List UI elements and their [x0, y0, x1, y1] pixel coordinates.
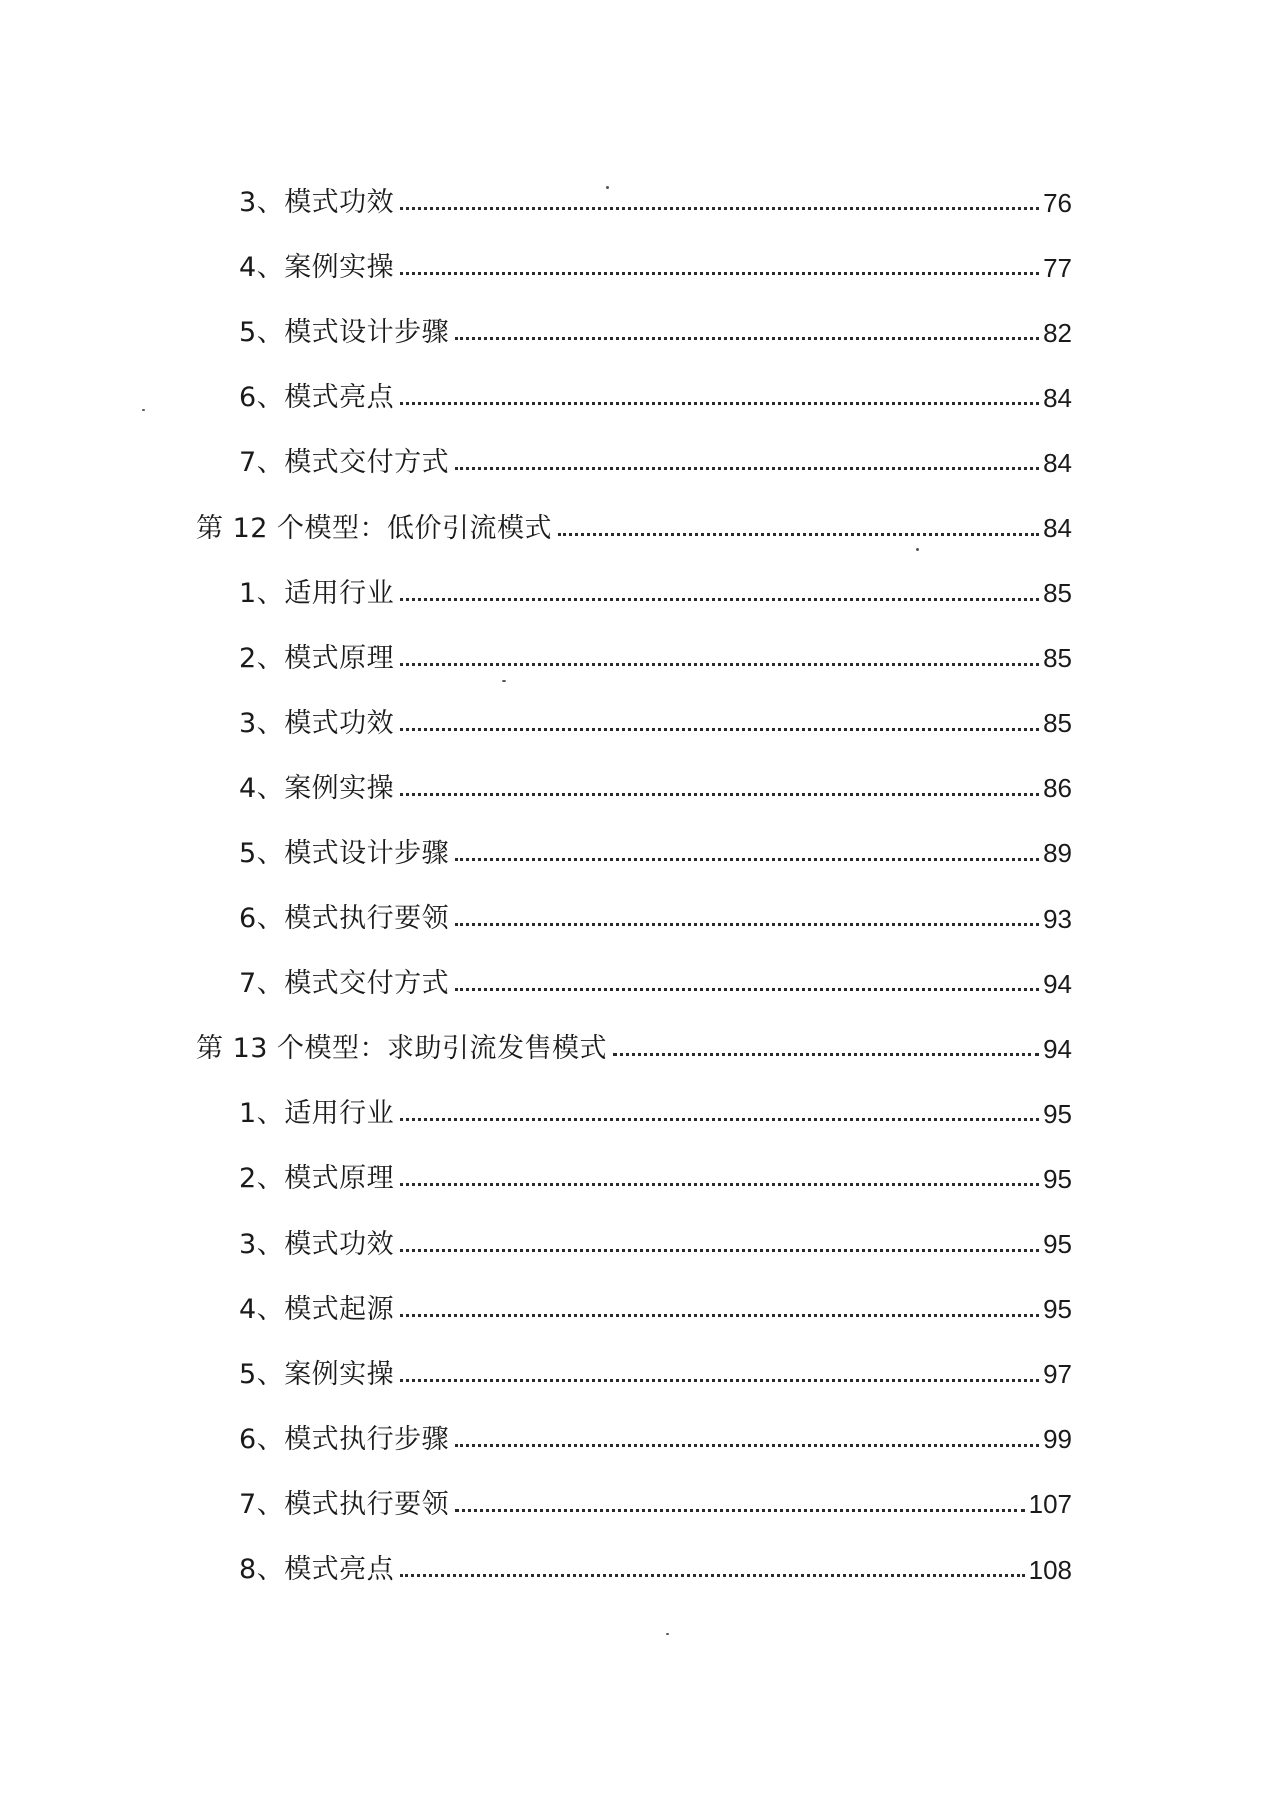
toc-entry-separator: 、 [256, 577, 285, 609]
scan-speck [916, 548, 919, 551]
toc-entry-separator: 、 [256, 1163, 285, 1195]
toc-entry-number: 4 [239, 252, 257, 284]
toc-section-entry[interactable] [196, 1342, 1072, 1407]
toc-entry-separator: 、 [256, 1554, 285, 1586]
toc-entry-title: 模式起源 [284, 1293, 395, 1325]
toc-entry-page-number: 95 [1043, 1294, 1072, 1325]
toc-section-entry[interactable] [196, 821, 1072, 886]
dot-leader [455, 988, 1039, 991]
toc-entry-title: 模式功效 [284, 707, 395, 739]
dot-leader [400, 1574, 1024, 1577]
toc-entry-page-number: 77 [1043, 252, 1072, 283]
dot-leader [400, 1379, 1039, 1382]
toc-entry-separator: 、 [256, 1488, 285, 1520]
toc-entry-number: 5 [239, 1358, 257, 1390]
toc-section-entry[interactable] [196, 1212, 1072, 1277]
toc-section-entry[interactable] [196, 430, 1072, 495]
dot-leader [400, 272, 1039, 275]
dot-leader [455, 1509, 1024, 1512]
toc-entry-title: 模式功效 [284, 1228, 395, 1260]
toc-entry-separator: 、 [256, 1098, 285, 1130]
toc-entry-separator: 、 [256, 187, 285, 219]
dot-leader [455, 467, 1039, 470]
toc-entry-page-number: 97 [1043, 1359, 1072, 1390]
toc-entry-separator: 、 [256, 903, 285, 935]
toc-section-entry[interactable] [196, 1537, 1072, 1602]
toc-entry-number: 3 [239, 1228, 257, 1260]
toc-section-entry[interactable] [196, 1472, 1072, 1537]
toc-entry-title: 模式执行步骤 [284, 1423, 450, 1455]
toc-entry-title: 第 12 个模型：低价引流模式 [196, 512, 553, 544]
toc-section-entry[interactable] [196, 951, 1072, 1016]
toc-entry-separator: 、 [256, 1228, 285, 1260]
dot-leader [455, 1444, 1039, 1447]
toc-section-entry[interactable] [196, 235, 1072, 300]
toc-entry-page-number: 76 [1043, 187, 1072, 218]
dot-leader [400, 402, 1039, 405]
toc-entry-page-number: 84 [1043, 382, 1072, 413]
toc-entry-number: 5 [239, 317, 257, 349]
toc-entry-number: 3 [239, 187, 257, 219]
toc-entry-separator: 、 [256, 968, 285, 1000]
toc-entry-title: 模式设计步骤 [284, 317, 450, 349]
toc-entry-number: 7 [239, 968, 257, 1000]
toc-entry-page-number: 84 [1043, 447, 1072, 478]
toc-entry-number: 3 [239, 707, 257, 739]
toc-entry-page-number: 108 [1028, 1554, 1072, 1585]
dot-leader [400, 793, 1039, 796]
dot-leader [400, 598, 1039, 601]
toc-entry-page-number: 82 [1043, 317, 1072, 348]
toc-entry-page-number: 93 [1043, 903, 1072, 934]
toc-entry-separator: 、 [256, 447, 285, 479]
dot-leader [455, 923, 1039, 926]
toc-entry-title: 案例实操 [284, 1358, 395, 1390]
dot-leader [455, 858, 1039, 861]
toc-section-entry[interactable] [196, 756, 1072, 821]
toc-entry-title: 模式亮点 [284, 1554, 395, 1586]
scan-speck [666, 1633, 669, 1635]
toc-entry-title: 案例实操 [284, 772, 395, 804]
dot-leader [613, 1053, 1039, 1056]
toc-entry-page-number: 86 [1043, 773, 1072, 804]
toc-entry-number: 8 [239, 1554, 257, 1586]
toc-entry-number: 4 [239, 1293, 257, 1325]
dot-leader [400, 1183, 1039, 1186]
dot-leader [400, 207, 1039, 210]
toc-entry-page-number: 95 [1043, 1229, 1072, 1260]
toc-section-entry[interactable] [196, 886, 1072, 951]
toc-entry-number: 6 [239, 903, 257, 935]
toc-chapter-entry[interactable] [196, 495, 1072, 560]
toc-section-entry[interactable] [196, 1146, 1072, 1211]
dot-leader [400, 1118, 1039, 1121]
toc-entry-page-number: 94 [1043, 1033, 1072, 1064]
dot-leader [400, 1249, 1039, 1252]
toc-entry-number: 4 [239, 772, 257, 804]
toc-entry-page-number: 94 [1043, 968, 1072, 999]
scan-speck [502, 680, 506, 682]
toc-entry-number: 1 [239, 1098, 257, 1130]
toc-entry-separator: 、 [256, 1358, 285, 1390]
table-of-contents [196, 170, 1072, 1602]
toc-entry-number: 2 [239, 642, 257, 674]
toc-entry-title: 模式亮点 [284, 382, 395, 414]
toc-entry-separator: 、 [256, 1423, 285, 1455]
toc-entry-number: 5 [239, 837, 257, 869]
toc-entry-title: 模式交付方式 [284, 968, 450, 1000]
toc-entry-separator: 、 [256, 707, 285, 739]
toc-entry-number: 7 [239, 1488, 257, 1520]
scan-speck [606, 186, 609, 189]
toc-section-entry[interactable] [196, 1081, 1072, 1146]
toc-entry-separator: 、 [256, 772, 285, 804]
toc-entry-page-number: 89 [1043, 838, 1072, 869]
toc-entry-page-number: 84 [1043, 513, 1072, 544]
toc-section-entry[interactable] [196, 626, 1072, 691]
toc-entry-title: 模式原理 [284, 642, 395, 674]
toc-entry-number: 1 [239, 577, 257, 609]
dot-leader [400, 663, 1039, 666]
toc-entry-separator: 、 [256, 317, 285, 349]
toc-entry-number: 6 [239, 382, 257, 414]
toc-section-entry[interactable] [196, 1277, 1072, 1342]
toc-section-entry[interactable] [196, 561, 1072, 626]
toc-entry-separator: 、 [256, 837, 285, 869]
toc-entry-page-number: 95 [1043, 1163, 1072, 1194]
toc-entry-title: 模式设计步骤 [284, 837, 450, 869]
toc-section-entry[interactable] [196, 1407, 1072, 1472]
toc-entry-page-number: 85 [1043, 578, 1072, 609]
toc-entry-title: 模式功效 [284, 187, 395, 219]
toc-section-entry[interactable] [196, 170, 1072, 235]
scan-speck [142, 409, 145, 411]
toc-entry-title: 模式交付方式 [284, 447, 450, 479]
toc-entry-title: 模式原理 [284, 1163, 395, 1195]
toc-entry-page-number: 99 [1043, 1424, 1072, 1455]
toc-entry-page-number: 85 [1043, 643, 1072, 674]
toc-entry-title: 模式执行要领 [284, 903, 450, 935]
toc-entry-separator: 、 [256, 382, 285, 414]
toc-entry-page-number: 85 [1043, 708, 1072, 739]
dot-leader [455, 337, 1039, 340]
toc-chapter-entry[interactable] [196, 1016, 1072, 1081]
toc-entry-separator: 、 [256, 252, 285, 284]
toc-entry-title: 适用行业 [284, 577, 395, 609]
toc-entry-separator: 、 [256, 642, 285, 674]
toc-entry-title: 案例实操 [284, 252, 395, 284]
dot-leader [400, 728, 1039, 731]
toc-section-entry[interactable] [196, 300, 1072, 365]
toc-section-entry[interactable] [196, 691, 1072, 756]
toc-entry-page-number: 107 [1028, 1489, 1072, 1520]
toc-entry-page-number: 95 [1043, 1098, 1072, 1129]
toc-entry-separator: 、 [256, 1293, 285, 1325]
dot-leader [400, 1314, 1039, 1317]
toc-entry-number: 7 [239, 447, 257, 479]
toc-section-entry[interactable] [196, 365, 1072, 430]
toc-entry-title: 模式执行要领 [284, 1488, 450, 1520]
toc-entry-title: 适用行业 [284, 1098, 395, 1130]
dot-leader [558, 533, 1039, 536]
toc-entry-number: 2 [239, 1163, 257, 1195]
toc-entry-title: 第 13 个模型：求助引流发售模式 [196, 1033, 608, 1065]
toc-entry-number: 6 [239, 1423, 257, 1455]
